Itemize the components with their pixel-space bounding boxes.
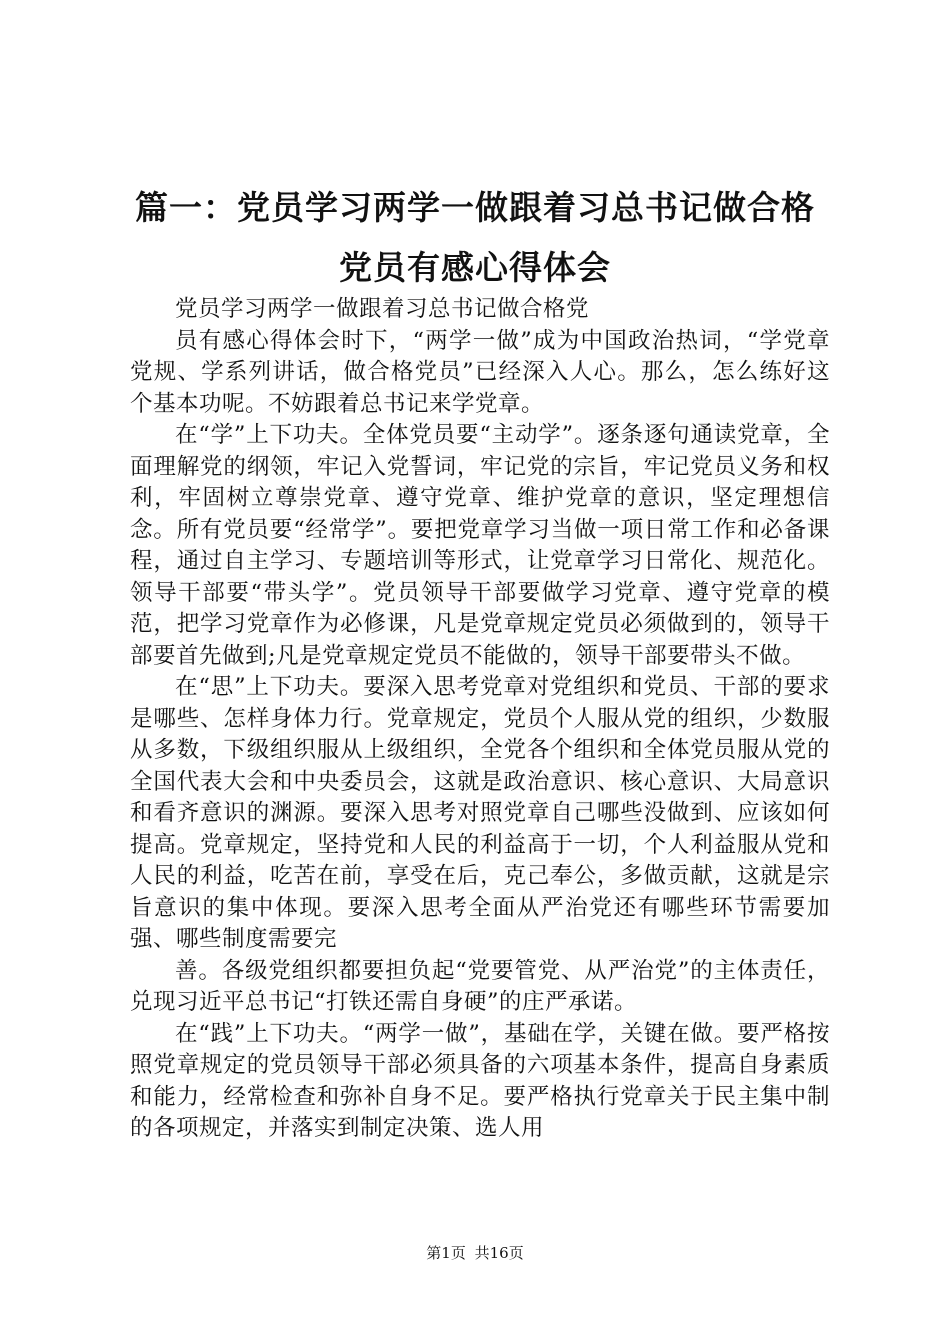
body-paragraph: 在“思”上下功夫。要深入思考党章对党组织和党员、干部的要求是哪些、怎样身体力行。党章规定，党员个人服从党的组织，少数服从多数，下级组织服从上级组织，全党各个组织和全体党员服从党的全国代表大会和中央委员会，这就是政治意识、核心意识、大局意识和看齐意识的渊源。要深入思考对照党章自己哪些没做到、应该如何提高。党章规定，坚持党和人民的利益高于一切，个人利益服从党和人民的利益，吃苦在前，享受在后，克己奉公，多做贡献，这就是宗旨意识的集中体现。要深入思考全面从严治党还有哪些环节需要加强、哪些制度需要完 [130,674,830,952]
page-footer [0,1243,950,1263]
body-paragraph: 善。各级党组织都要担负起“党要管党、从严治党”的主体责任，兑现习近平总书记“打铁还需自身硬”的庄严承诺。 [130,957,830,1015]
document-title-line-2: 党员有感心得体会 [339,248,611,287]
body-paragraph: 在“学”上下功夫。全体党员要“主动学”。逐条逐句通读党章，全面理解党的纲领，牢记入党誓词，牢记党的宗旨，牢记党员义务和权利，牢固树立尊崇党章、遵守党章、维护党章的意识，坚定理想信念。所有党员要“经常学”。要把党章学习当做一项日常工作和必备课程，通过自主学习、专题培训等形式，让党章学习日常化、规范化。领导干部要“带头学”。党员领导干部要做学习党章、遵守党章的模范，把学习党章作为必修课，凡是党章规定党员必须做到的，领导干部要首先做到;凡是党章规定党员不能做的，领导干部要带头不做。 [130,422,830,669]
body-paragraph: 党员学习两学一做跟着习总书记做合格党 [175,296,590,322]
body-paragraph: 员有感心得体会时下，“两学一做”成为中国政治热词，“学党章党规、学系列讲话，做合格党员”已经深入人心。那么，怎么练好这个基本功呢。不妨跟着总书记来学党章。 [130,327,830,417]
document-body [130,294,830,1145]
page-number: 第1页 [426,1244,466,1262]
document-title-line-1: 篇一：党员学习两学一做跟着习总书记做合格 [135,188,815,227]
page-total: 共16页 [474,1244,524,1262]
body-paragraph: 在“践”上下功夫。“两学一做”，基础在学，关键在做。要严格按照党章规定的党员领导干部必须具备的六项基本条件，提高自身素质和能力，经常检查和弥补自身不足。要严格执行党章关于民主集中制的各项规定，并落实到制定决策、选人用 [130,1020,830,1141]
